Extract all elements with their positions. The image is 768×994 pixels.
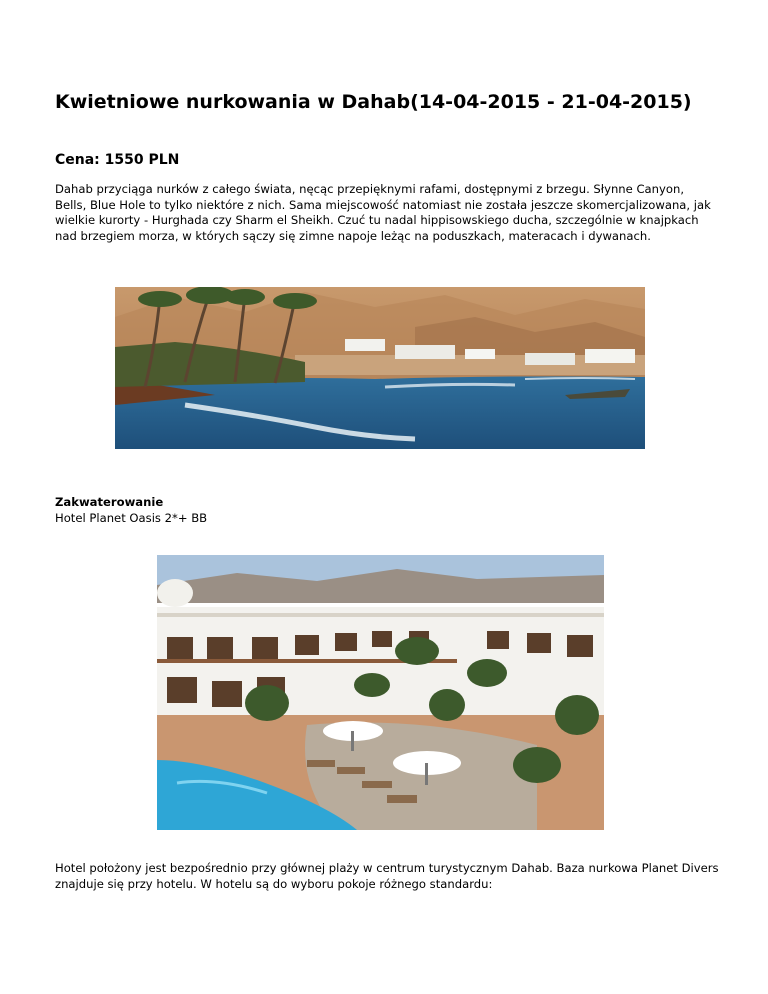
dahab-coast-photo [115, 287, 645, 449]
price-label: Cena: 1550 PLN [55, 152, 180, 168]
page-title: Kwietniowe nurkowania w Dahab(14-04-2015 - 21-04-2015) [55, 91, 692, 113]
intro-paragraph: Dahab przyciąga nurków z całego świata, nęcąc przepięknymi rafami, dostępnymi z brzegu. Słynne Canyon, Bells, Blue Hole to tylko niektóre z nich. Sama miejscowość natomiast nie została jeszcze skomercjalizowana, jak wielkie kurorty - Hurghada czy Sharm el Sheikh. Czuć tu nadal hippisowskiego ducha, szczególnie w knajpkach nad brzegiem morza, w których sączy się zimne napoje leżąc na poduszkach, materacach i dywanach. [55, 182, 711, 243]
accommodation-heading: Zakwaterowanie [55, 495, 164, 509]
hotel-description: Hotel położony jest bezpośrednio przy głównej plaży w centrum turystycznym Dahab. Baza nurkowa Planet Divers znajduje się przy hotelu. W hotelu są do wyboru pokoje różnego standardu: [55, 861, 719, 891]
hotel-name: Hotel Planet Oasis 2*+ BB [55, 511, 208, 525]
hotel-courtyard-photo [157, 555, 604, 830]
